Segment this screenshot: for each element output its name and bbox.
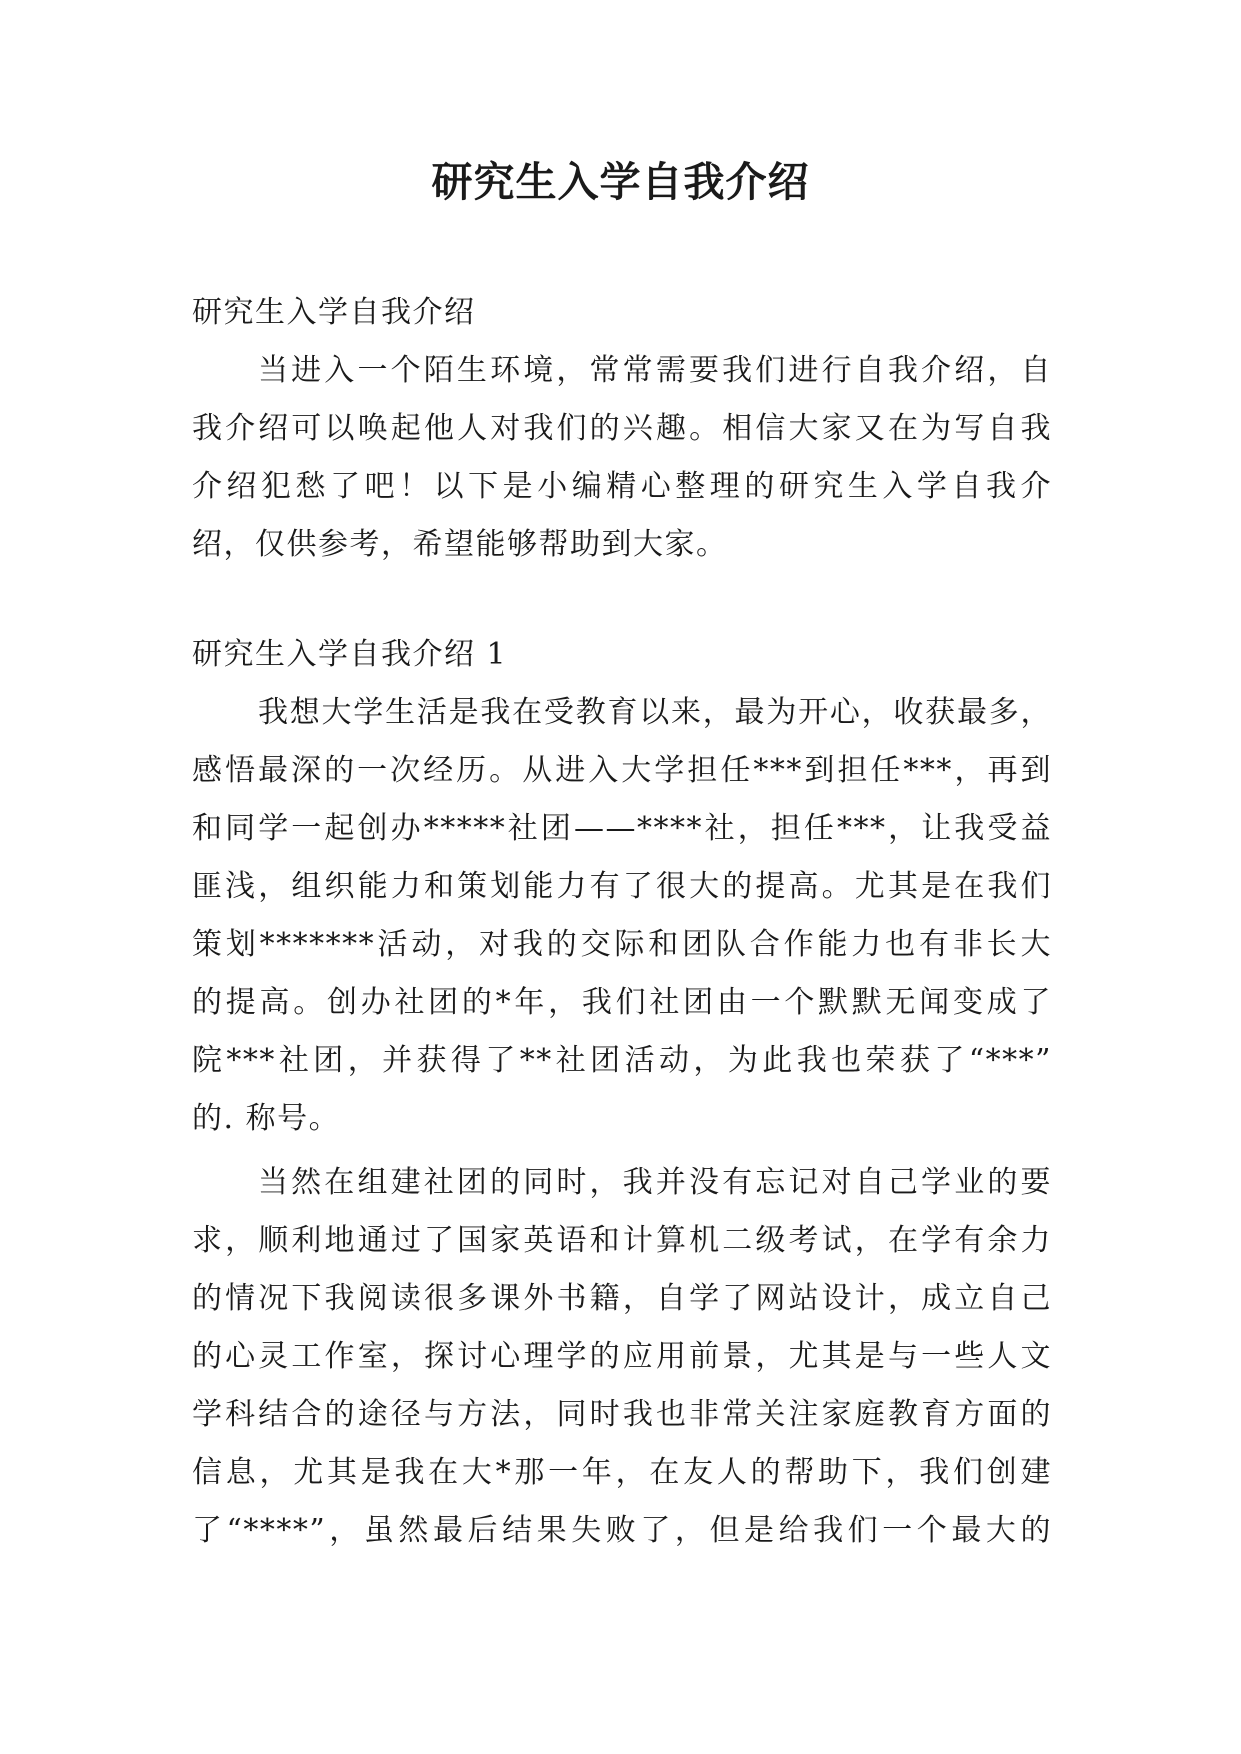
intro-heading: 研究生入学自我介绍 bbox=[192, 295, 476, 330]
paragraph-line: 和同学一起创办*****社团——****社，担任***，让我受益 bbox=[192, 811, 1052, 846]
paragraph-line: 感悟最深的一次经历。从进入大学担任***到担任***，再到 bbox=[192, 753, 1052, 788]
paragraph-line: 我想大学生活是我在受教育以来，最为开心，收获最多， bbox=[258, 695, 1052, 730]
section1-paragraph-1 bbox=[192, 684, 1052, 1148]
paragraph-line: 的提高。创办社团的*年，我们社团由一个默默无闻变成了 bbox=[192, 985, 1052, 1020]
paragraph-line: 求，顺利地通过了国家英语和计算机二级考试，在学有余力 bbox=[192, 1223, 1052, 1258]
intro-line: 介绍犯愁了吧！以下是小编精心整理的研究生入学自我介 bbox=[192, 469, 1052, 504]
paragraph-line: 策划*******活动，对我的交际和团队合作能力也有非长大 bbox=[192, 927, 1052, 962]
paragraph-line: 的. 称号。 bbox=[192, 1101, 341, 1136]
intro-paragraph bbox=[192, 342, 1052, 574]
paragraph-line: 学科结合的途径与方法，同时我也非常关注家庭教育方面的 bbox=[192, 1397, 1052, 1432]
document-title: 研究生入学自我介绍 bbox=[431, 158, 810, 206]
paragraph-line: 的情况下我阅读很多课外书籍，自学了网站设计，成立自己 bbox=[192, 1281, 1052, 1316]
paragraph-line: 了“****”，虽然最后结果失败了，但是给我们一个最大的 bbox=[192, 1513, 1052, 1548]
intro-line: 我介绍可以唤起他人对我们的兴趣。相信大家又在为写自我 bbox=[192, 411, 1052, 446]
paragraph-line: 的心灵工作室，探讨心理学的应用前景，尤其是与一些人文 bbox=[192, 1339, 1052, 1374]
document-body bbox=[192, 284, 1052, 1560]
paragraph-line: 当然在组建社团的同时，我并没有忘记对自己学业的要 bbox=[258, 1165, 1052, 1200]
paragraph-line: 匪浅，组织能力和策划能力有了很大的提高。尤其是在我们 bbox=[192, 869, 1052, 904]
intro-line: 当进入一个陌生环境，常常需要我们进行自我介绍，自 bbox=[258, 353, 1052, 388]
section1-heading: 研究生入学自我介绍 1 bbox=[192, 637, 508, 672]
section1-paragraph-2 bbox=[192, 1154, 1052, 1560]
paragraph-line: 院***社团，并获得了**社团活动，为此我也荣获了“***” bbox=[192, 1043, 1052, 1078]
intro-line: 绍，仅供参考，希望能够帮助到大家。 bbox=[192, 527, 728, 562]
paragraph-line: 信息，尤其是我在大*那一年，在友人的帮助下，我们创建 bbox=[192, 1455, 1052, 1490]
